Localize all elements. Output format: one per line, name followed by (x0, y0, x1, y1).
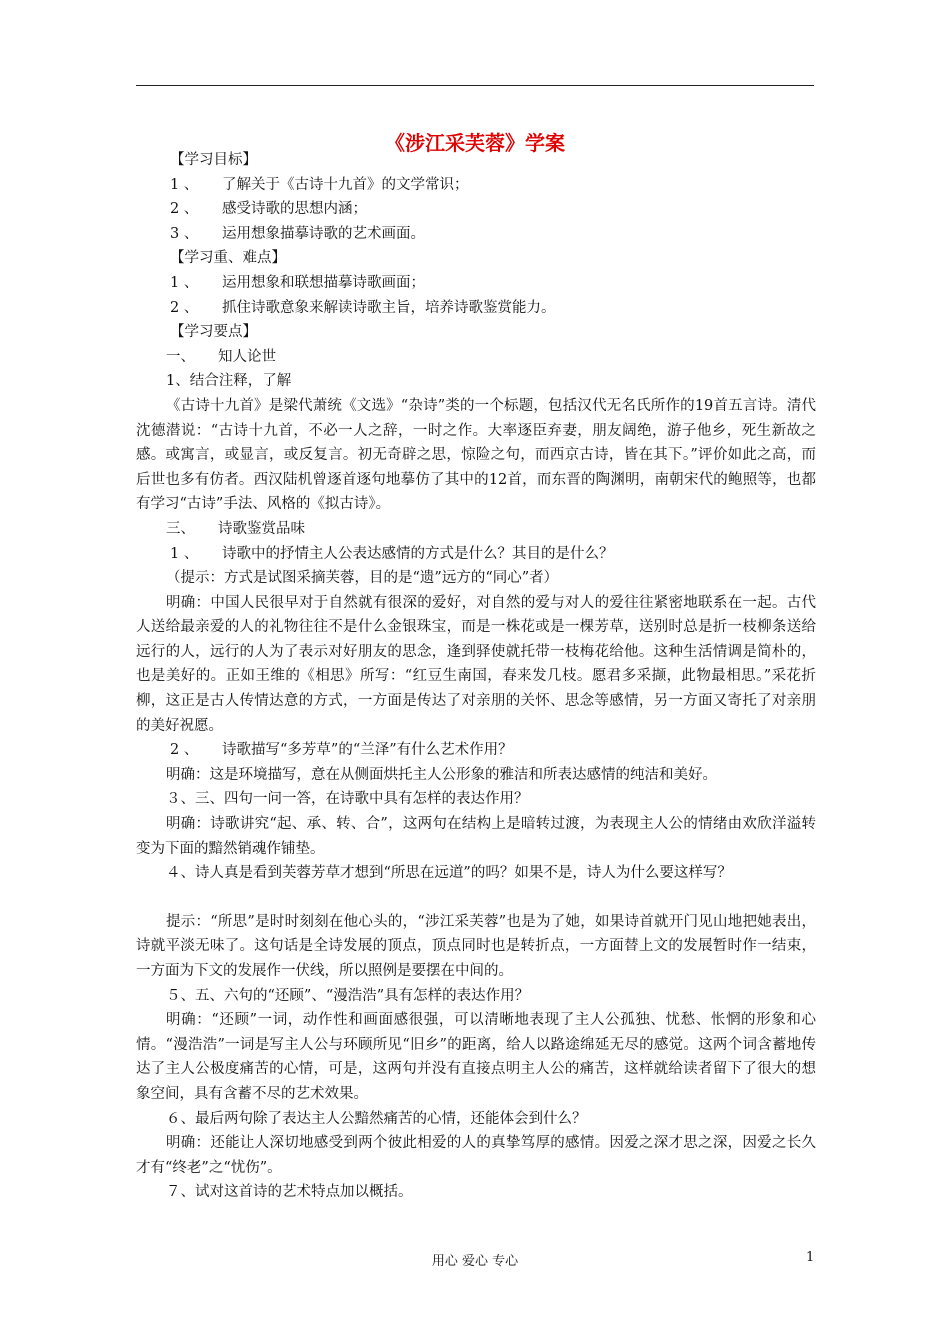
answer-3: 明确：诗歌讲究“起、承、转、合”，这两句在结构上是暗转过渡，为表现主人公的情绪由欢欣洋溢转变为下面的黯然销魂作铺垫。 (136, 816, 816, 857)
question-2-text: 诗歌描写“多芳草”的“兰泽”有什么艺术作用？ (222, 742, 513, 759)
keypoint-num-1: 1 、 (170, 274, 199, 291)
document-body (136, 148, 816, 1205)
keypoint-item-1 (136, 271, 816, 296)
part3-title: 诗歌鉴赏品味 (218, 520, 305, 537)
main-heading: 【学习要点】 (170, 324, 257, 341)
goal-text-3: 运用想象描摹诗歌的艺术画面。 (222, 225, 425, 242)
blank-line (136, 886, 816, 910)
sub1-heading: 1、结合注释，了解 (166, 373, 292, 390)
part3-heading (136, 517, 816, 542)
intro-paragraph: 《古诗十九首》是梁代萧统《文选》“杂诗”类的一个标题，包括汉代无名氏所作的19首五言诗。清代沈德潜说：“古诗十九首，不必一人之辞，一时之作。大率逐臣弃妻，朋友阔绝，游子他乡，死生新故之感。或寓言，或显言，或反复言。初无奇辟之思，惊险之句，而西京古诗，皆在其下。”评价如此之高，而后世也多有仿者。西汉陆机曾逐首逐句地摹仿了其中的12首，而东晋的陶渊明，南朝宋代的鲍照等，也都有学习“古诗”手法、风格的《拟古诗》。 (136, 397, 816, 513)
question-5: ５、五、六句的“还顾”、“漫浩浩”具有怎样的表达作用？ (166, 987, 530, 1004)
answer-4: 提示：“所思”是时时刻刻在他心头的，“涉江采芙蓉”也是为了她，如果诗首就开门见山地把她表出，诗就平淡无味了。这句话是全诗发展的顶点，顶点同时也是转折点，一方面替上文的发展暂时作一结束，一方面为下文的发展作一伏线，所以照例是要摆在中间的。 (136, 913, 816, 979)
question-3: ３、三、四句一问一答，在诗歌中具有怎样的表达作用？ (166, 791, 529, 808)
goals-heading: 【学习目标】 (170, 152, 257, 168)
goal-num-1: 1 、 (170, 176, 199, 193)
part1-title: 知人论世 (218, 348, 276, 365)
question-1-num: 1 、 (170, 545, 199, 562)
answer-2: 明确：这是环境描写，意在从侧面烘托主人公形象的雅洁和所表达感情的纯洁和美好。 (166, 766, 717, 783)
goal-item-2 (136, 197, 816, 222)
goal-num-2: 2 、 (170, 201, 199, 218)
question-6: ６、最后两句除了表达主人公黯然痛苦的心情，还能体会到什么？ (166, 1110, 587, 1127)
question-2 (136, 738, 816, 763)
answer-1: 明确：中国人民很早对于自然就有很深的爱好，对自然的爱与对人的爱往往紧密地联系在一起。古代人送给最亲爱的人的礼物往往不是什么金银珠宝，而是一株花或是一棵芳草，送别时总是折一枝柳条送给远行的人，远行的人为了表示对好朋友的思念，逢到驿使就托带一枝梅花给他。这种生活情调是简朴的，也是美好的。正如王维的《相思》所写：“红豆生南国，春来发几枝。愿君多采撷，此物最相思。”采花折柳，这正是古人传情达意的方式，一方面是传达了对亲朋的关怀、思念等感情，另一方面又寄托了对亲朋的美好祝愿。 (136, 594, 816, 734)
answer-6: 明确：还能让人深切地感受到两个彼此相爱的人的真挚笃厚的感情。因爱之深才思之深，因爱之长久才有“终老”之“忧伤”。 (136, 1135, 816, 1176)
question-1-text: 诗歌中的抒情主人公表达感情的方式是什么？其目的是什么？ (222, 545, 614, 562)
question-7: ７、试对这首诗的艺术特点加以概括。 (166, 1184, 413, 1201)
goal-text-2: 感受诗歌的思想内涵； (222, 201, 367, 218)
keypoint-item-2 (136, 296, 816, 321)
part1-num: 一、 (166, 348, 195, 365)
part3-num: 三、 (166, 520, 195, 537)
goal-item-3 (136, 222, 816, 247)
question-1 (136, 542, 816, 567)
question-4: ４、诗人真是看到芙蓉芳草才想到“所思在远道”的吗？如果不是，诗人为什么要这样写？ (166, 865, 732, 882)
page-number: 1 (806, 1250, 815, 1265)
keypoint-text-1: 运用想象和联想描摹诗歌画面； (222, 274, 425, 291)
goal-item-1 (136, 173, 816, 198)
keypoints-heading: 【学习重、难点】 (170, 250, 286, 267)
part1-heading (136, 345, 816, 370)
goal-text-1: 了解关于《古诗十九首》的文学常识； (222, 176, 469, 193)
header-rule (136, 85, 814, 86)
page-title: 《涉江采芙蓉》学案 (385, 131, 565, 155)
answer-5: 明确：“还顾”一词，动作性和画面感很强，可以清晰地表现了主人公孤独、忧愁、怅惘的形象和心情。“漫浩浩”一词是写主人公与环顾所见“旧乡”的距离，给人以路途绵延无尽的感觉。这两个词含蓄地传达了主人公极度痛苦的心情，可是，这两句并没有直接点明主人公的痛苦，这样就给读者留下了很大的想象空间，具有含蓄不尽的艺术效果。 (136, 1012, 816, 1102)
question-2-num: 2 、 (170, 742, 199, 759)
keypoint-num-2: 2 、 (170, 299, 199, 316)
goal-num-3: 3 、 (170, 225, 199, 242)
keypoint-text-2: 抓住诗歌意象来解读诗歌主旨，培养诗歌鉴赏能力。 (222, 299, 556, 316)
question-1-hint: （提示：方式是试图采摘芙蓉，目的是“遗”远方的“同心”者） (166, 570, 559, 587)
footer-motto: 用心 爱心 专心 (431, 1254, 519, 1269)
